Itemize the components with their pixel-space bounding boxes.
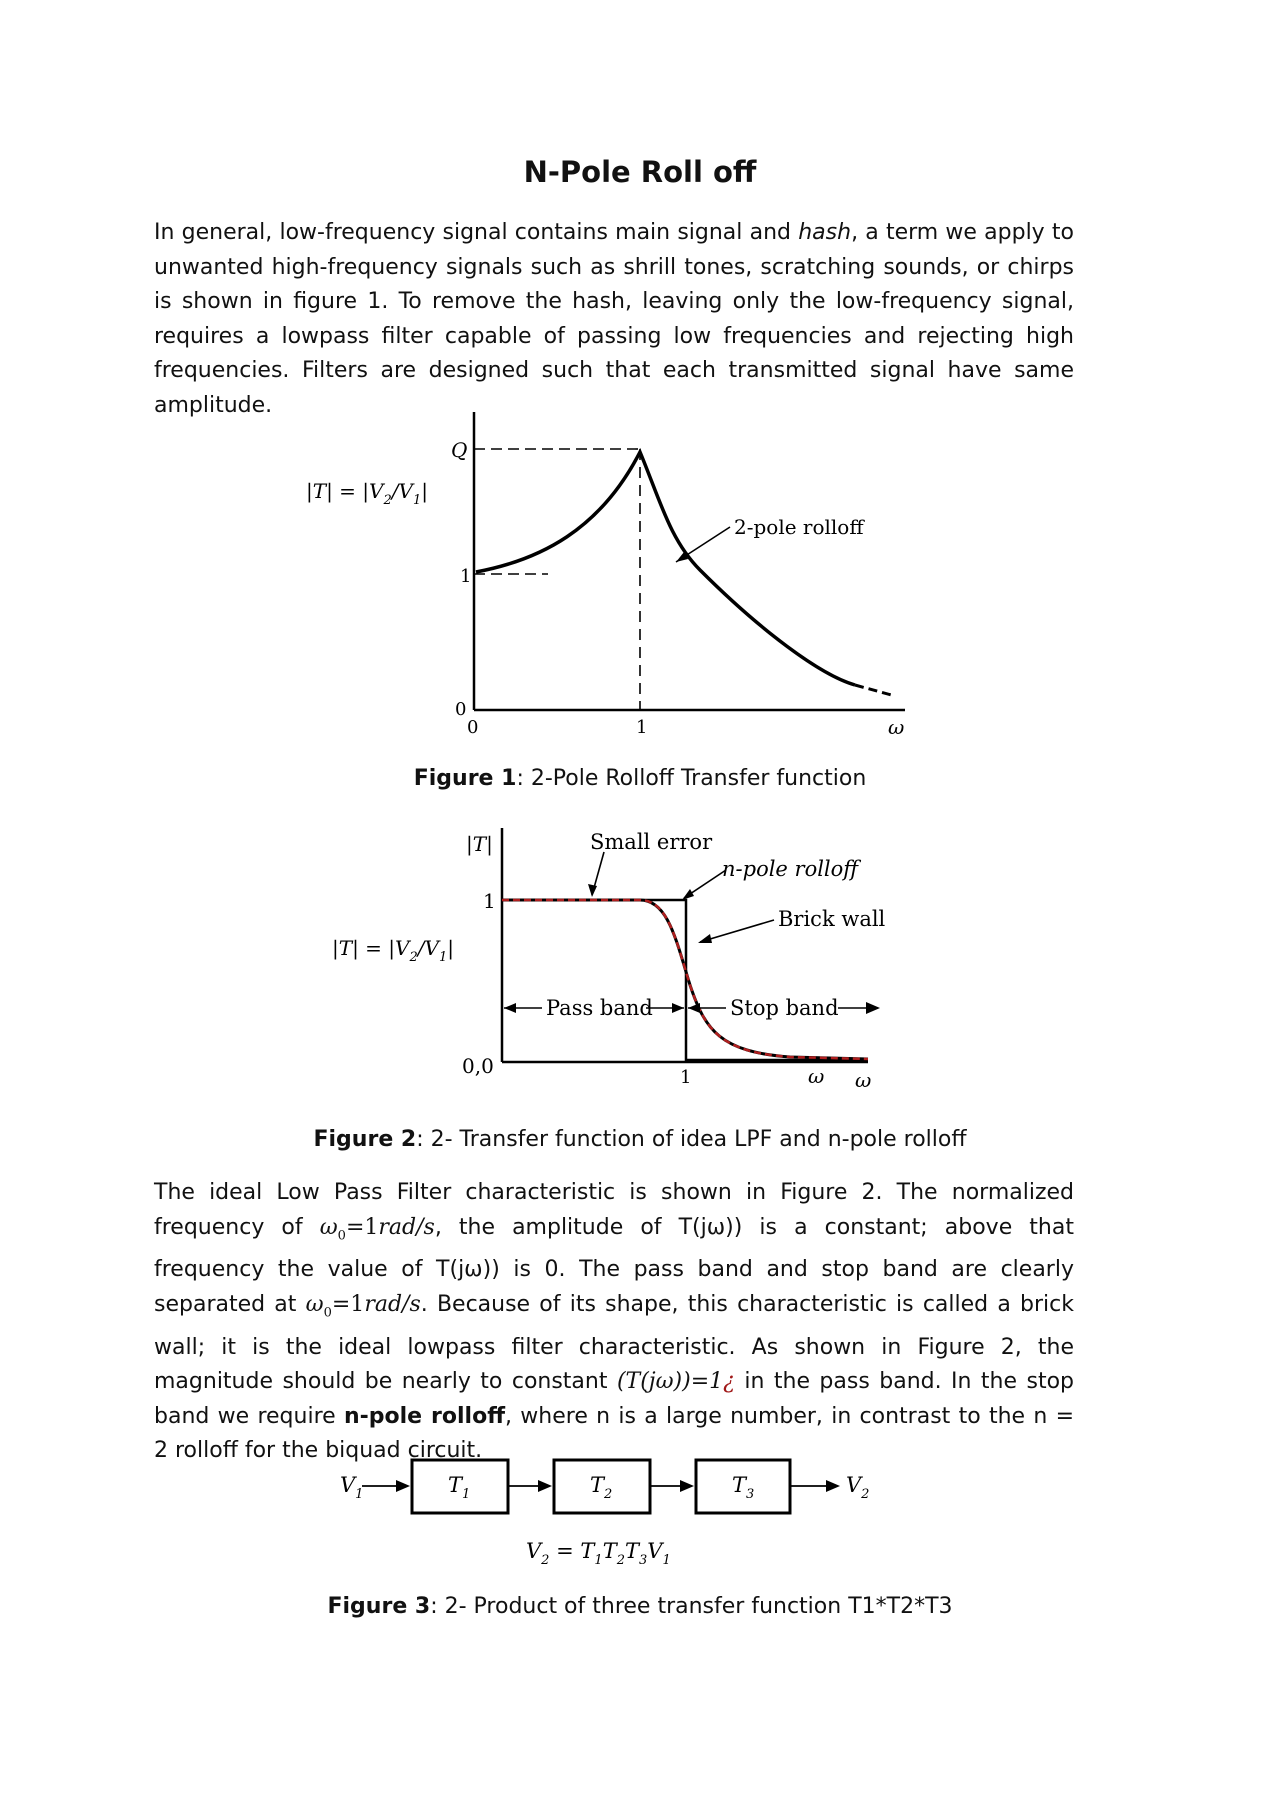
fig2-brick-wall-arrow [700,920,774,942]
fig2-npole-arrowhead [682,889,694,900]
fig1-y-axis-label: $|T| = |V_2/V_1|$ [306,479,428,508]
fig3-block2-label: $T_2$ [590,1473,613,1502]
figure-3-block-diagram [0,1455,1280,1568]
magnitude-expression: (T(jω))=1¿ [616,1369,735,1395]
fig2-npole-label: n-pole rolloff [722,857,859,881]
fig3-arrow-12-head [538,1480,552,1492]
figure-3-caption: Figure 3: 2- Product of three transfer function T1*T2*T3 [327,1594,953,1619]
fig1-x-tick-one: 1 [636,717,648,738]
fig3-arrow-23-head [680,1480,694,1492]
fig3-output-label: $V_2$ [846,1473,870,1502]
fig2-brick-wall-arrowhead [698,934,712,943]
fig2-stop-left-head [688,1003,700,1013]
fig2-small-error-label: Small error [590,830,713,854]
fig2-stop-right-head [866,1002,880,1014]
figure-2-plot [0,820,1280,1100]
fig1-y-tick-one: 1 [460,566,472,587]
fig1-curve-tail-dash [855,685,895,696]
fig2-small-error-arrowhead [588,884,597,897]
fig3-block1-label: $T_1$ [448,1473,471,1502]
fig1-y-tick-zero: 0 [455,699,467,720]
fig2-origin-label: 0,0 [462,1054,494,1078]
fig2-brick-wall-label: Brick wall [778,907,886,931]
page-title: N-Pole Roll off [523,155,757,189]
fig2-stop-band-label: Stop band [730,996,839,1020]
figure-1-caption: Figure 1: 2-Pole Rolloff Transfer function [413,766,867,791]
fig2-pass-band-label: Pass band [546,996,653,1020]
fig2-y-tick-one: 1 [483,889,496,913]
body-paragraph: The ideal Low Pass Filter characteristic is shown in Figure 2. The normalized frequency of $\omega_0=1rad/s$, the amplitude of T(jω)) is a constant; above that frequency the value of T(jω)) is 0. The pass band and stop band are clearly separated at $\omega_0=1rad/s$. Because of its shape, this characteristic is called a brick wall; it is the ideal lowpass filter characteristic. As shown in Figure 2, the magnitude should be nearly to constant (T(jω))=1¿ in the pass band. In the stop band we require n-pole rolloff, where n is a large number, in contrast to the n = 2 rolloff for the biquad circuit. [154,1180,1075,1464]
fig2-y-top-label: |T| [466,832,493,856]
omega0-a: $\omega_0=1rad/s$ [319,1214,435,1243]
fig2-pass-right-head [672,1003,684,1013]
fig3-input-label: $V_1$ [340,1473,364,1502]
fig2-x-tick-one: 1 [680,1067,692,1088]
fig2-pass-left-head [504,1003,516,1013]
fig1-y-tick-q: Q [451,438,468,462]
hash-term: hash [798,220,852,245]
fig2-y-axis-label: $|T| = |V_2/V_1|$ [332,936,454,965]
fig1-x-axis-label: ω [888,715,905,739]
fig2-omega-left: ω [808,1064,825,1088]
fig3-arrow-in-head [396,1480,410,1492]
fig1-response-curve [476,452,855,685]
intro-paragraph: In general, low-frequency signal contains main signal and hash, a term we apply to unwanted high-frequency signals such as shrill tones, scratching sounds, or chirps is shown in figure 1. To remove the hash, leaving only the low-frequency signal, requires a lowpass filter capable of passing low frequencies and rejecting high frequencies. Filters are designed such that each transmitted signal have same amplitude. [154,220,1074,418]
fig1-annotation-label: 2-pole rolloff [734,515,864,539]
omega0-b: $\omega_0=1rad/s$ [305,1291,421,1321]
figure-2-caption: Figure 2: 2- Transfer function of idea LPF and n-pole rolloff [313,1127,967,1152]
figure-1-plot [0,410,1280,770]
fig3-block3-label: $T_3$ [732,1473,755,1502]
fig3-arrow-out-head [826,1480,840,1492]
fig2-omega-right: ω [855,1068,872,1092]
fig3-equation: $V_2 = T_1T_2T_3V_1$ [526,1539,671,1568]
fig1-x-tick-zero: 0 [467,717,479,738]
